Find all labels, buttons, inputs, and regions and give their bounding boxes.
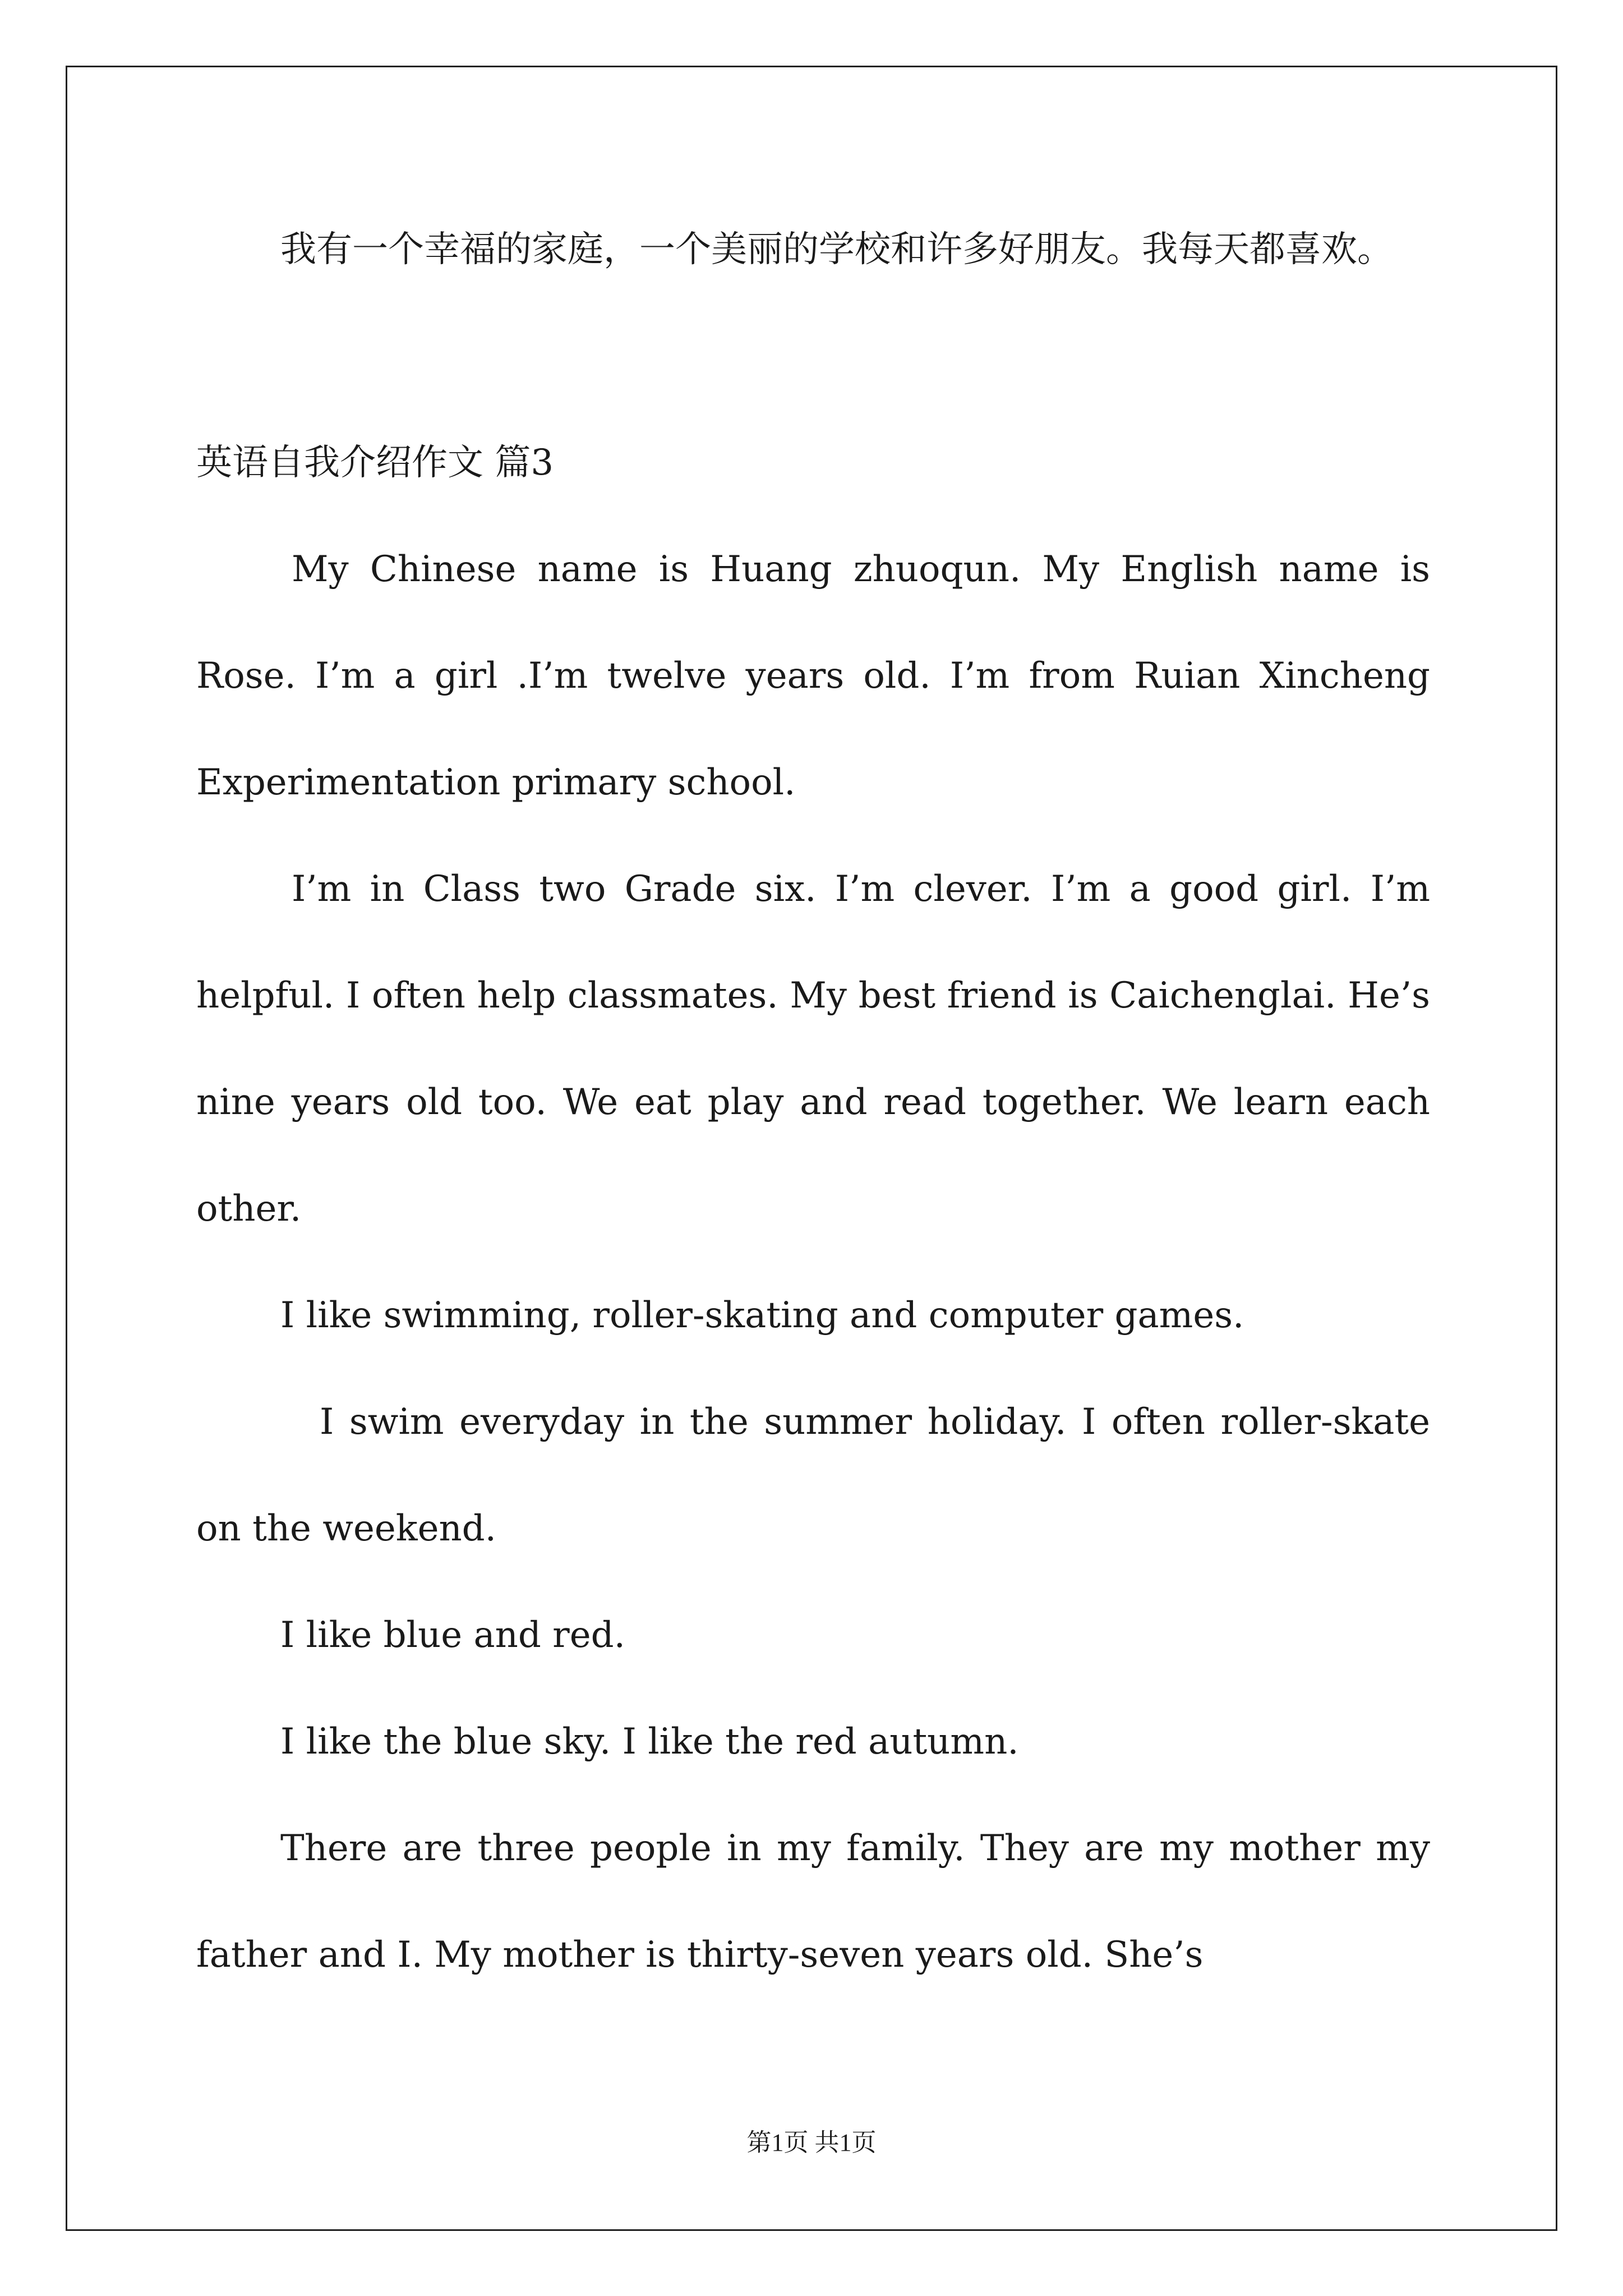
paragraph-swimming: I swim everyday in the summer holiday. I often roller-skate on the weekend.: [196, 1401, 1430, 1549]
paragraph-name-intro: My Chinese name is Huang zhuoqun. My English name is Rose. I’m a girl .I’m twelve years old. I’m from Ruian Xincheng Experimentation primary school.: [196, 549, 1430, 803]
paragraph-family-members: There are three people in my family. They are my mother my father and I. My mother is thirty-seven years old. She’s: [196, 1828, 1430, 1976]
paragraph-class-friend: I’m in Class two Grade six. I’m clever. I’m a good girl. I’m helpful. I often help classmates. My best friend is Caichenglai. He’s nine years old too. We eat play and read together. We learn each other.: [196, 868, 1430, 1230]
section-heading: 英语自我介绍作文 篇3: [196, 442, 554, 484]
page-number-footer: 第1页 共1页: [746, 2129, 877, 2156]
paragraph-colors: I like blue and red.: [280, 1614, 625, 1656]
paragraph-family-school: 我有一个幸福的家庭，一个美丽的学校和许多好朋友。我每天都喜欢。: [280, 229, 1393, 270]
paragraph-sky-autumn: I like the blue sky. I like the red autumn.: [280, 1721, 1019, 1763]
paragraph-hobbies: I like swimming, roller-skating and computer games.: [280, 1295, 1244, 1336]
